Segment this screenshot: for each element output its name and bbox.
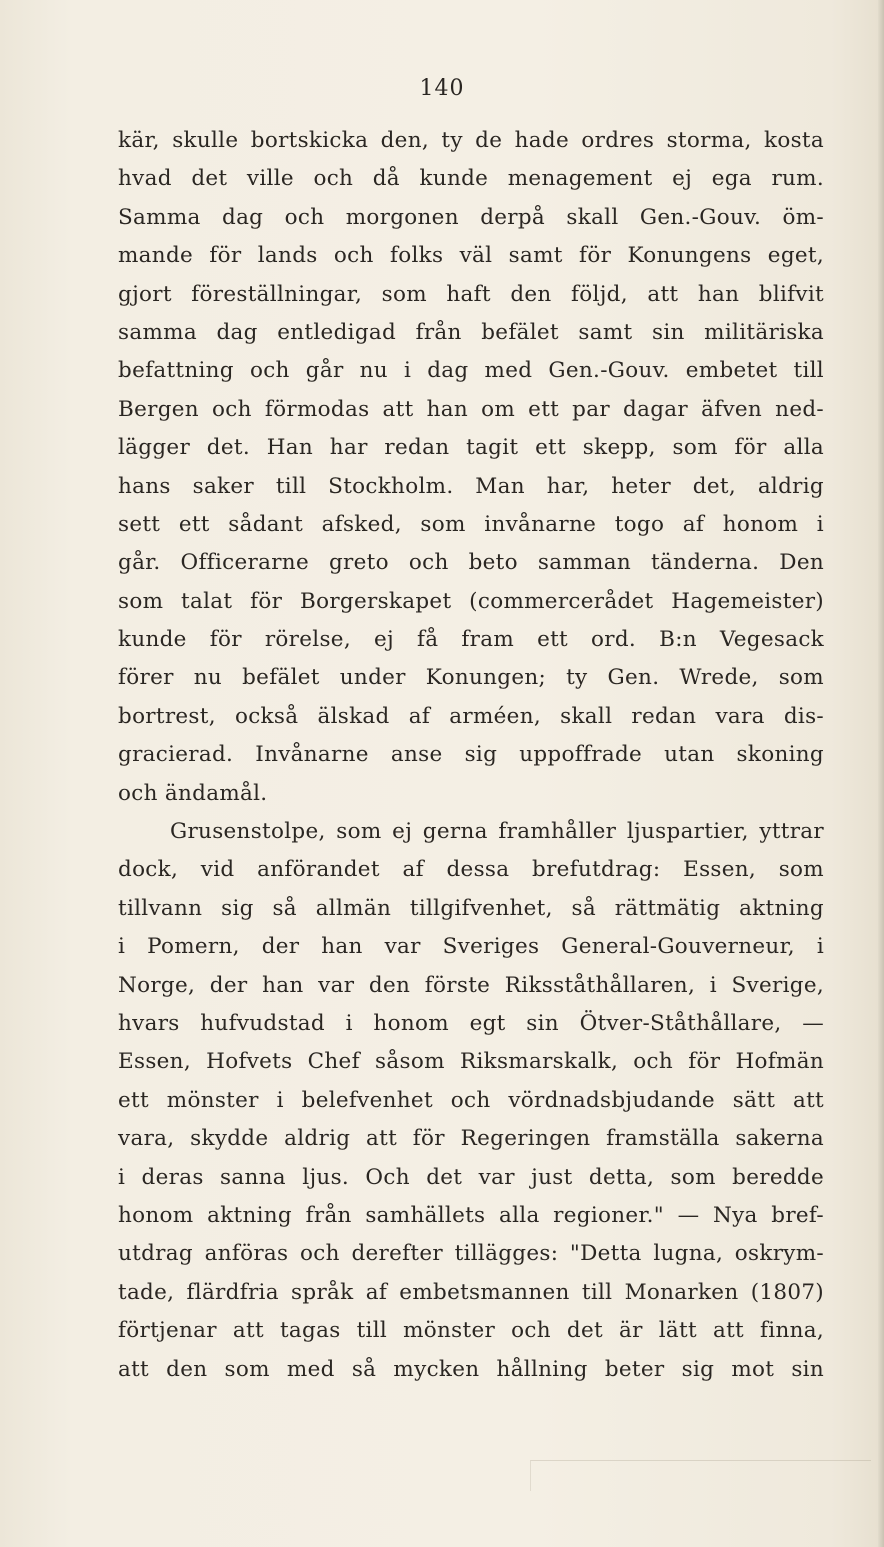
text-line: samma dag entledigad från befälet samt sin militäriska bbox=[118, 319, 824, 345]
text-line: Essen, Hofvets Chef såsom Riksmarskalk, och för Hofmän bbox=[118, 1049, 824, 1075]
text-line: ett mönster i belefvenhet och vördnadsbjudande sätt att bbox=[118, 1087, 824, 1113]
text-line: lägger det. Han har redan tagit ett skepp, som för alla bbox=[118, 435, 824, 461]
text-line: kär, skulle bortskicka den, ty de hade ordres storma, kosta bbox=[118, 128, 824, 153]
text-line: att den som med så mycken hållning beter sig mot sin bbox=[118, 1356, 824, 1382]
text-line: utdrag anföras och derefter tillägges: "Detta lugna, oskrym- bbox=[118, 1241, 824, 1267]
text-line: tillvann sig så allmän tillgifvenhet, så rättmätig aktning bbox=[118, 895, 824, 921]
text-line: i Pomern, der han var Sveriges General-Gouverneur, i bbox=[118, 934, 824, 960]
text-line: i deras sanna ljus. Och det var just detta, som beredde bbox=[118, 1164, 824, 1190]
text-line: hvars hufvudstad i honom egt sin Ötver-Ståthållare, — bbox=[118, 1010, 824, 1036]
body-text bbox=[118, 122, 824, 1389]
page-edge bbox=[878, 0, 884, 1547]
text-line: Norge, der han var den förste Riksståthållaren, i Sverige, bbox=[118, 972, 824, 998]
text-line: Grusenstolpe, som ej gerna framhåller ljuspartier, yttrar bbox=[170, 819, 824, 845]
text-line: dock, vid anförandet af dessa brefutdrag: Essen, som bbox=[118, 857, 824, 883]
text-line: går. Officerarne greto och beto samman tänderna. Den bbox=[118, 550, 824, 576]
text-line: tade, flärdfria språk af embetsmannen till Monarken (1807) bbox=[118, 1279, 824, 1305]
text-line: kunde för rörelse, ej få fram ett ord. B:n Vegesack bbox=[118, 627, 824, 653]
paper-mark bbox=[530, 1460, 871, 1491]
text-line: hvad det ville och då kunde menagement ej ega rum. bbox=[118, 166, 824, 192]
text-line: honom aktning från samhällets alla regioner." — Nya bref- bbox=[118, 1202, 824, 1228]
text-line: som talat för Borgerskapet (commercerådet Hagemeister) bbox=[118, 588, 824, 614]
text-line: förer nu befälet under Konungen; ty Gen. Wrede, som bbox=[118, 665, 824, 691]
text-line: gjort föreställningar, som haft den följd, att han blifvit bbox=[118, 281, 824, 307]
text-line: sett ett sådant afsked, som invånarne togo af honom i bbox=[118, 511, 824, 537]
text-line: Samma dag och morgonen derpå skall Gen.-Gouv. öm- bbox=[118, 204, 824, 230]
text-line: mande för lands och folks väl samt för Konungens eget, bbox=[118, 243, 824, 269]
text-line: gracierad. Invånarne anse sig uppoffrade utan skoning bbox=[118, 742, 824, 768]
text-line: förtjenar att tagas till mönster och det är lätt att finna, bbox=[118, 1318, 824, 1344]
text-line: och ändamål. bbox=[118, 780, 268, 806]
text-line: befattning och går nu i dag med Gen.-Gouv. embetet till bbox=[118, 358, 824, 384]
text-line: hans saker till Stockholm. Man har, heter det, aldrig bbox=[118, 473, 824, 499]
text-line: bortrest, också älskad af arméen, skall redan vara dis- bbox=[118, 703, 824, 729]
text-line: Bergen och förmodas att han om ett par dagar äfven ned- bbox=[118, 396, 824, 422]
page-number: 140 bbox=[419, 76, 465, 101]
text-line: vara, skydde aldrig att för Regeringen framställa sakerna bbox=[118, 1126, 824, 1152]
